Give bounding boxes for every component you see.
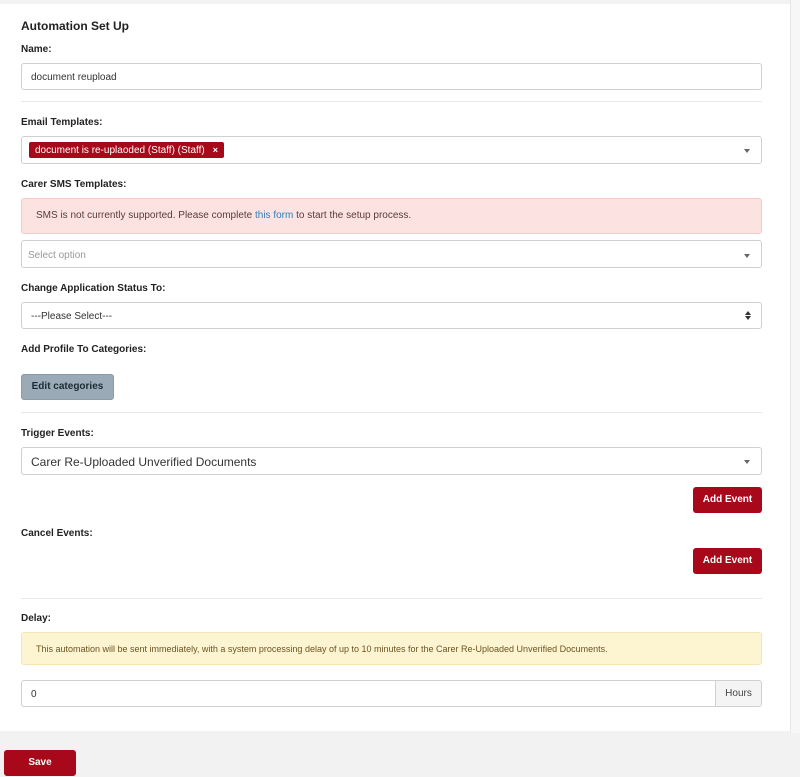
trigger-event-select[interactable] [21, 447, 762, 475]
automation-panel [0, 4, 790, 731]
trigger-event-value: Carer Re-Uploaded Unverified Documents [31, 455, 257, 469]
delay-label: Delay: [21, 613, 52, 624]
change-status-value: ---Please Select--- [31, 311, 113, 322]
hours-unit-addon: Hours [715, 680, 762, 707]
email-template-tag-label: document is re-uplaoded (Staff) (Staff) [35, 145, 205, 156]
change-status-select[interactable] [21, 302, 762, 329]
delay-hours-input[interactable] [21, 680, 716, 707]
chevron-down-icon [744, 460, 750, 464]
select-arrows-icon [745, 311, 752, 321]
edit-categories-button[interactable]: Edit categories [21, 374, 114, 400]
carer-sms-label: Carer SMS Templates: [21, 179, 127, 190]
delay-hours-value: 0 [31, 689, 37, 700]
change-status-label: Change Application Status To: [21, 283, 166, 294]
chevron-down-icon [744, 149, 750, 153]
delay-notice-alert [21, 632, 762, 665]
save-button[interactable]: Save [4, 750, 76, 776]
divider [21, 101, 762, 102]
sms-alert-text [36, 210, 411, 221]
name-input[interactable] [21, 63, 762, 90]
carer-sms-placeholder: Select option [28, 250, 86, 261]
delay-notice-text: This automation will be sent immediately, with a system processing delay of up to 10 minutes for the Carer Re-Uploaded Unverified Documents. [36, 644, 608, 654]
add-cancel-event-button[interactable]: Add Event [693, 548, 762, 574]
cancel-events-label: Cancel Events: [21, 528, 93, 539]
name-label: Name: [21, 44, 52, 55]
categories-label: Add Profile To Categories: [21, 344, 147, 355]
page-scrollbar[interactable] [790, 0, 800, 733]
sms-unsupported-alert [21, 198, 762, 234]
sms-setup-form-link[interactable]: this form [255, 210, 294, 221]
trigger-events-label: Trigger Events: [21, 428, 94, 439]
remove-tag-icon[interactable]: × [212, 145, 218, 155]
page-title: Automation Set Up [21, 19, 129, 33]
divider [21, 412, 762, 413]
sms-alert-text-start: SMS is not currently supported. Please complete [36, 210, 255, 221]
add-trigger-event-button[interactable]: Add Event [693, 487, 762, 513]
email-templates-select[interactable] [21, 136, 762, 164]
carer-sms-select[interactable] [21, 240, 762, 268]
chevron-down-icon [744, 254, 750, 258]
email-template-tag [29, 142, 224, 158]
divider [21, 598, 762, 599]
sms-alert-text-end: to start the setup process. [293, 210, 412, 221]
name-input-value: document reupload [31, 72, 117, 83]
email-templates-label: Email Templates: [21, 117, 103, 128]
